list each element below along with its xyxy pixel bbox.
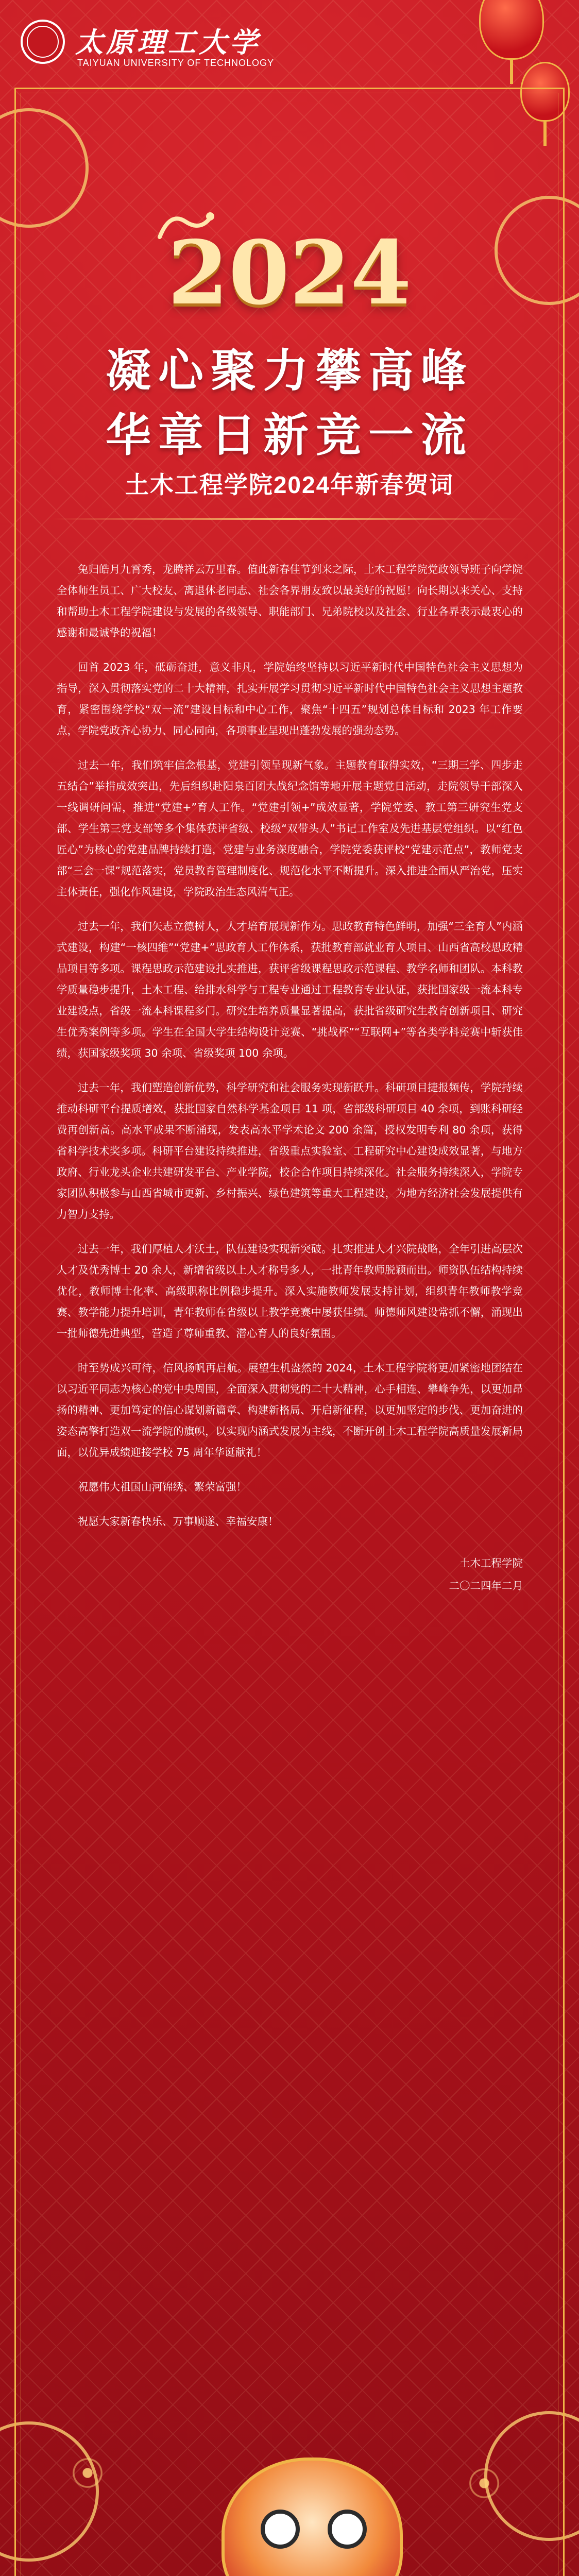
paragraph-party-building: 过去一年，我们筑牢信念根基，党建引领呈现新气象。主题教育取得实效，“三期三学、四步走五结合”举措成效突出，先后组织赴阳泉百团大战纪念馆等地开展主题党日活动，走院领导干部深入一线调研问需，推进“党建+”育人工作。“党建引领+”成效显著，学院党委、教工第三研究生党支部、学生第三党支部等多个集体获评省级、校级“双带头人”书记工作室及先进基层党组织。以“红色匠心”为核心的党建品牌持续打造，党建与业务深度融合，学院党委获评校“党建示范点”，教师党支部“三会一课”规范落实，党员教育管理制度化、规范化水平不断提升。深入推进全面从严治党，压实主体责任，强化作风建设，学院政治生态风清气正。	[57, 759, 523, 898]
greeting-subtitle: 土木工程学院2024年新春贺词	[125, 471, 454, 498]
greeting-body	[57, 559, 523, 1597]
paragraph-faculty: 过去一年，我们厚植人才沃土，队伍建设实现新突破。扎实推进人才兴院战略，全年引进高层次人才及优秀博士 20 余人，新增省级以上人才称号多人，一批青年教师脱颖而出。师资队伍结构持续优化，教师博士化率、高级职称比例稳步提升。深入实施教师发展支持计划，组织青年教师教学竞赛、教学能力提升培训，青年教师在省级以上教学竞赛中屡获佳绩。师德师风建设常抓不懈，涌现出一批师德先进典型，营造了尊师重教、潜心育人的良好氛围。	[57, 1243, 523, 1340]
signature-date: 二〇二四年二月	[449, 1580, 523, 1592]
slogan-line-2: 华章日新竞一流	[105, 408, 473, 462]
paragraph-review: 回首 2023 年，砥砺奋进，意义非凡，学院始终坚持以习近平新时代中国特色社会主义思想为指导，深入贯彻落实党的二十大精神，扎实开展学习贯彻习近平新时代中国特色社会主义思想主题教育，紧密围绕学校“双一流”建设目标和中心工作，聚焦“十四五”规划总体目标和 2023 年工作要点，学院党政齐心协力、同心同向，各项事业呈现出蓬勃发展的强劲态势。	[57, 661, 523, 737]
paragraph-outlook: 时至势成兴可待，信风扬帆再启航。展望生机盎然的 2024，土木工程学院将更加紧密地团结在以习近平同志为核心的党中央周围，全面深入贯彻党的二十大精神，心手相连、攀峰争先，以更加昂扬的精神、更加笃定的信心谋划新篇章、构建新格局、开启新征程，以更加坚定的步伐、更加奋进的姿态高擎打造双一流学院的旗帜，以实现内涵式发展为主线，不断开创土木工程学院高质量发展新局面，以优异成绩迎接学校 75 周年华诞献礼！	[57, 1362, 523, 1459]
paragraph-wish-people: 祝愿大家新春快乐、万事顺遂、幸福安康！	[78, 1515, 279, 1528]
paragraph-wish-country: 祝愿伟大祖国山河锦绣、繁荣富强！	[78, 1481, 247, 1493]
year-title: 2024	[167, 222, 412, 325]
lion-eye-icon	[328, 2510, 367, 2549]
paragraph-opening: 兔归皓月九霄秀，龙腾祥云万里春。值此新春佳节到来之际，土木工程学院党政领导班子向学院全体师生员工、广大校友、离退休老同志、社会各界朋友致以最美好的祝愿！向长期以来关心、支持和帮助土木工程学院建设与发展的各级领导、职能部门、兄弟院校以及社会、行业各界表示最衷心的感谢和最诚挚的祝福！	[57, 563, 523, 639]
school-header	[0, 0, 579, 88]
lion-eye-icon	[261, 2510, 300, 2549]
school-logo	[21, 20, 65, 64]
paragraph-research: 过去一年，我们塑造创新优势，科学研究和社会服务实现新跃升。科研项目捷报频传，学院持续推动科研平台提质增效，获批国家自然科学基金项目 11 项，省部级科研项目 40 余项，到账科研经费再创新高。高水平成果不断涌现，发表高水平学术论文 200 余篇，授权发明专利 80 余项，获得省科学技术奖多项。科研平台建设持续推进，省级重点实验室、工程研究中心建设成效显著，与地方政府、行业龙头企业共建研发平台、产业学院，校企合作项目持续深化。社会服务持续深入，学院专家团队积极参与山西省城市更新、乡村振兴、绿色建筑等重大工程建设，为地方经济社会发展提供有力智力支持。	[57, 1081, 523, 1221]
school-name-en: TAIYUAN UNIVERSITY OF TECHNOLOGY	[77, 58, 275, 68]
subtitle-divider	[52, 518, 527, 520]
school-name: 太原理工大学	[75, 26, 261, 59]
signature-org: 土木工程学院	[459, 1557, 523, 1569]
slogan-line-1: 凝心聚力攀高峰	[105, 344, 473, 397]
paragraph-talent-cultivation: 过去一年，我们矢志立德树人，人才培育展现新作为。思政教育特色鲜明，加强“三全育人”内涵式建设，构建“一核四维”“党建+”思政育人工作体系，获批教育部就业育人项目、山西省高校思政精品项目等多项。课程思政示范建设扎实推进，获评省级课程思政示范课程、教学名师和团队。本科教学质量稳步提升，土木工程、给排水科学与工程专业通过工程教育专业认证，获批国家级一流本科专业建设点，省级一流本科课程多门。研究生培养质量显著提高，获批省级研究生教育创新项目、研究生优秀案例等多项。学生在全国大学生结构设计竞赛、“挑战杯”“互联网+”等各类学科竞赛中斩获佳绩，获国家级奖项 30 余项、省级奖项 100 余项。	[57, 920, 523, 1059]
signature-block	[57, 1552, 523, 1597]
